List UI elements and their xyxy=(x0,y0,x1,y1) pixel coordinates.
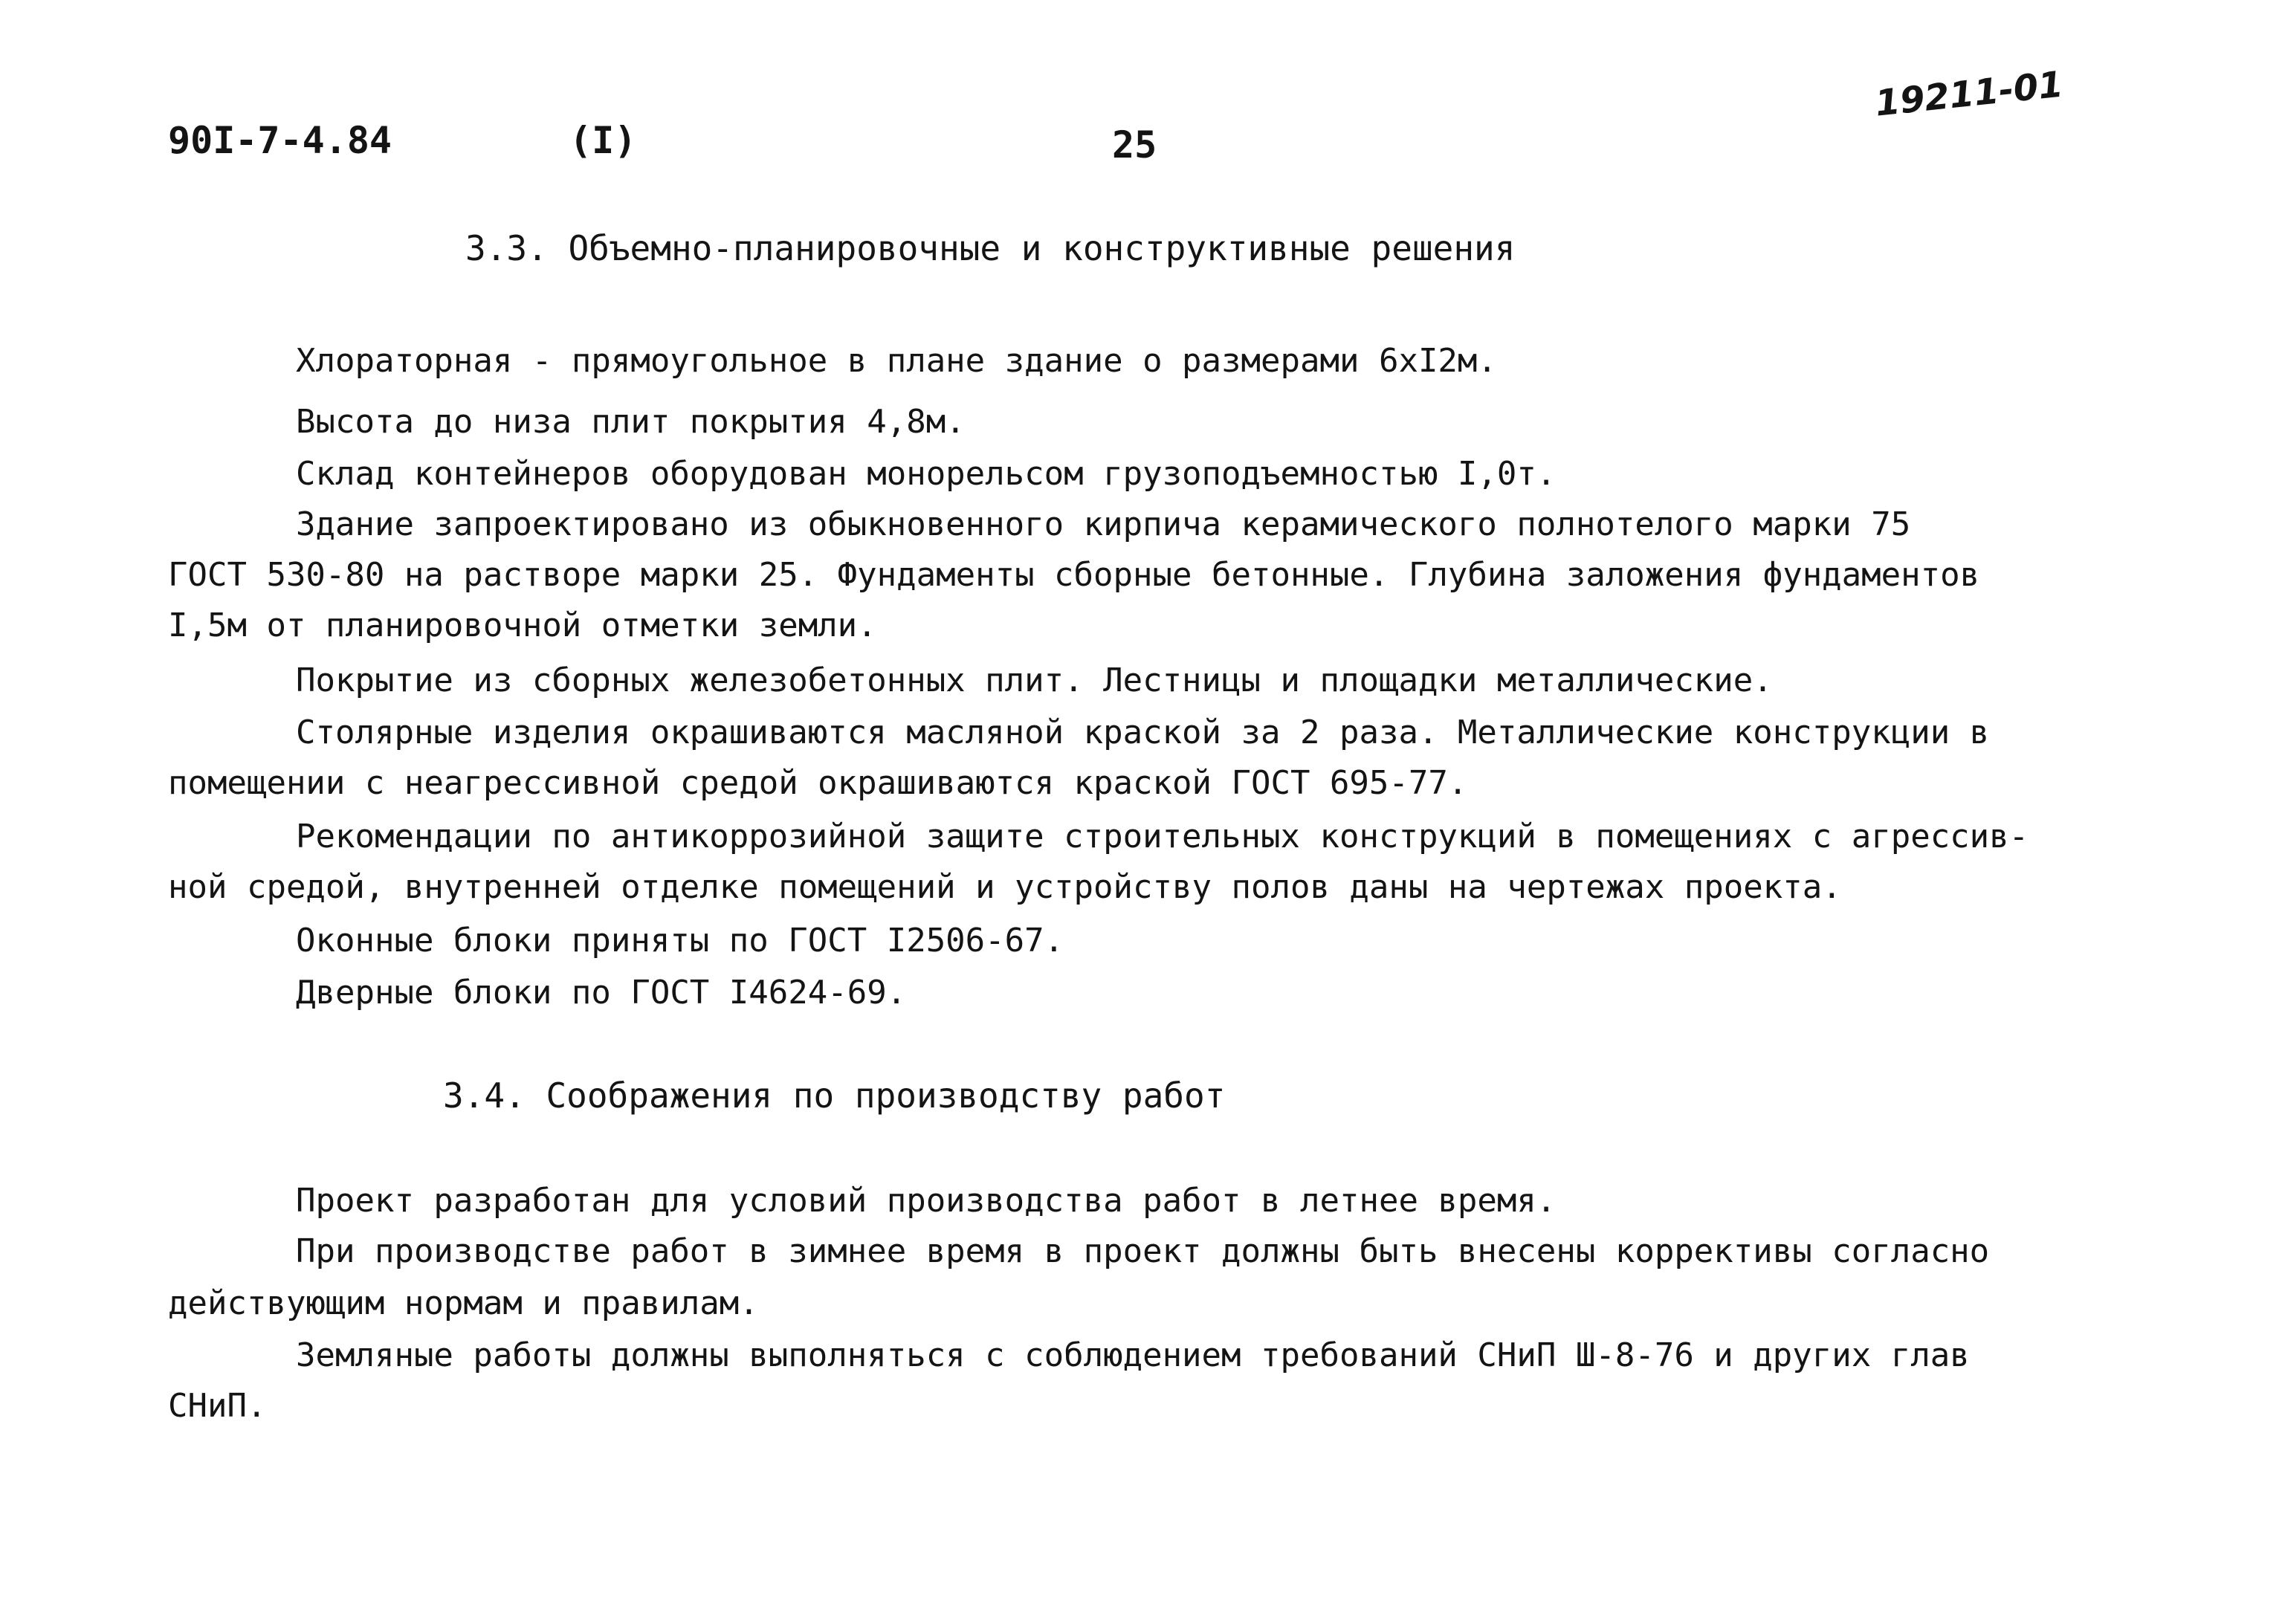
paragraph-line: Рекомендации по антикоррозийной защите строительных конструкций в помещениях с агрессив- xyxy=(296,818,2029,855)
paragraph-line: Оконные блоки приняты по ГОСТ I2506-67. xyxy=(296,922,1064,960)
sheet-label: (I) xyxy=(569,119,637,162)
paragraph-line: Покрытие из сборных железобетонных плит. Лестницы и площадки металлические. xyxy=(296,661,1773,699)
paragraph-line: Хлораторная - прямоугольное в плане здание о размерами 6xI2м. xyxy=(296,342,1497,380)
paragraph-line: Здание запроектировано из обыкновенного кирпича керамического полнотелого марки 75 xyxy=(296,505,1911,543)
handwritten-number: 19211-01 xyxy=(1873,63,2066,125)
document-code: 90I-7-4.84 xyxy=(168,119,392,162)
paragraph-line: Дверные блоки по ГОСТ I4624-69. xyxy=(296,974,907,1012)
paragraph-line: Столярные изделия окрашиваются масляной краской за 2 раза. Металлические конструкции в xyxy=(296,714,1990,751)
paragraph-line: Склад контейнеров оборудован монорельсом грузоподъемностью I,0т. xyxy=(296,455,1557,493)
paragraph-line: ной средой, внутренней отделке помещений и устройству полов даны на чертежах проекта. xyxy=(168,868,1842,906)
paragraph-line: I,5м от планировочной отметки земли. xyxy=(168,606,877,644)
paragraph-line: При производстве работ в зимнее время в проект должны быть внесены коррективы согласно xyxy=(296,1232,1990,1270)
section-heading-3-3: 3.3. Объемно-планировочные и конструктивные решения xyxy=(465,228,1516,268)
paragraph-line: действующим нормам и правилам. xyxy=(168,1284,759,1322)
paragraph-line: Земляные работы должны выполняться с соблюдением требований СНиП Ш-8-76 и других глав xyxy=(296,1336,1970,1374)
section-heading-3-4: 3.4. Соображения по производству работ xyxy=(443,1075,1226,1116)
paragraph-line: СНиП. xyxy=(168,1387,267,1425)
page-number: 25 xyxy=(1112,123,1157,166)
paragraph-line: ГОСТ 530-80 на растворе марки 25. Фундаменты сборные бетонные. Глубина заложения фундаментов xyxy=(168,556,1980,594)
paragraph-line: помещении с неагрессивной средой окрашиваются краской ГОСТ 695-77. xyxy=(168,764,1468,802)
paragraph-line: Проект разработан для условий производства работ в летнее время. xyxy=(296,1182,1557,1220)
paragraph-line: Высота до низа плит покрытия 4,8м. xyxy=(296,403,966,441)
